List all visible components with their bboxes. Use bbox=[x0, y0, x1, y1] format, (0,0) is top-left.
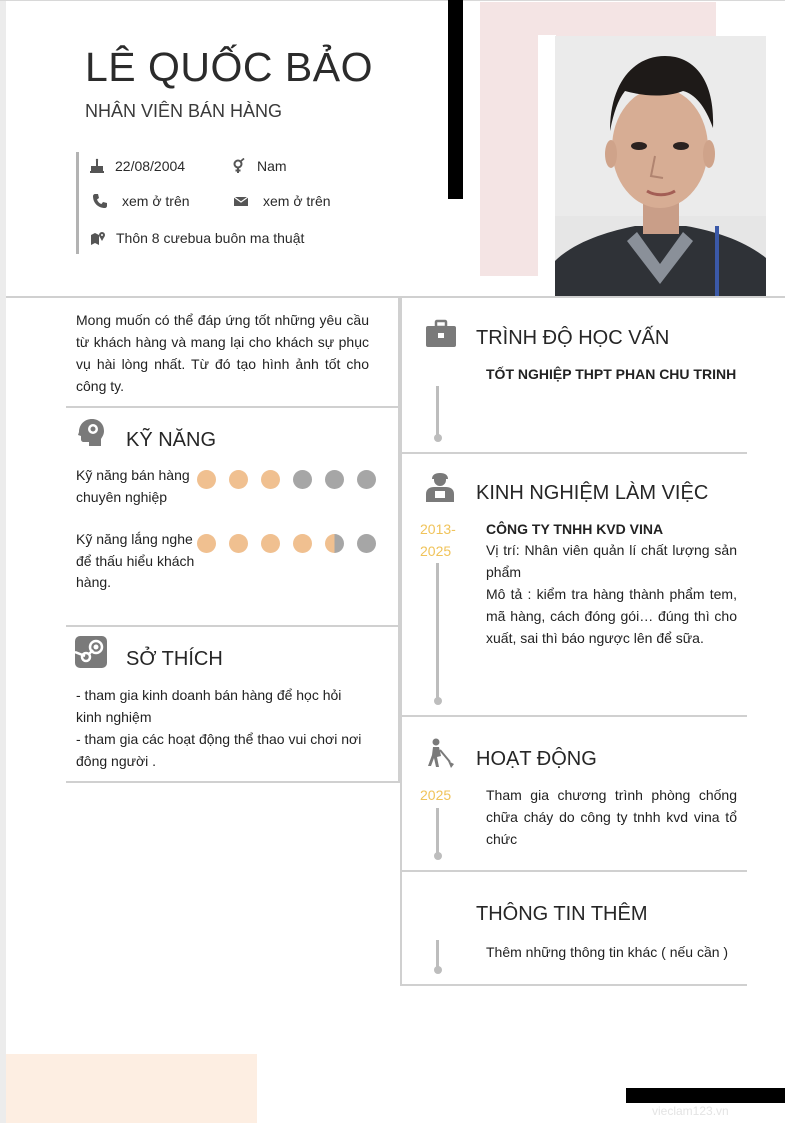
activities-divider bbox=[400, 870, 747, 872]
hobbies-list bbox=[76, 684, 369, 772]
address-text: Thôn 8 cưebua buôn ma thuật bbox=[116, 230, 305, 246]
contact-info bbox=[76, 152, 396, 254]
decorative-bar-bottom bbox=[626, 1088, 785, 1103]
activities-description: Tham gia chương trình phòng chống chữa cháy do công ty tnhh kvd vina tổ chức bbox=[486, 787, 737, 847]
digging-worker-icon bbox=[424, 737, 456, 769]
rating-dot bbox=[229, 534, 248, 553]
map-marker-icon bbox=[90, 230, 106, 246]
phone-icon bbox=[92, 193, 108, 209]
education-title: TRÌNH ĐỘ HỌC VẤN bbox=[476, 327, 670, 349]
rating-dot bbox=[325, 534, 344, 553]
activities-title: HOẠT ĐỘNG bbox=[476, 748, 597, 770]
additional-title: THÔNG TIN THÊM bbox=[476, 903, 648, 925]
additional-divider bbox=[400, 984, 747, 986]
rating-dot bbox=[261, 534, 280, 553]
birthday-text: 22/08/2004 bbox=[115, 158, 186, 174]
hobby-item: - tham gia các hoạt động thể thao vui chơi nơi đông người . bbox=[76, 731, 362, 769]
experience-position: Vị trí: Nhân viên quản lí chất lượng sản phẩm bbox=[486, 542, 737, 580]
page-edge-top bbox=[0, 0, 785, 1]
gender-item bbox=[231, 158, 287, 174]
envelope-icon bbox=[233, 193, 249, 209]
timeline-dot bbox=[434, 852, 442, 860]
experience-divider bbox=[400, 715, 747, 717]
phone-text[interactable]: xem ở trên bbox=[122, 193, 190, 209]
skills-title: KỸ NĂNG bbox=[126, 429, 217, 451]
email-item bbox=[233, 193, 331, 209]
address-item bbox=[90, 230, 304, 246]
birthday-item bbox=[89, 158, 185, 174]
additional-text: Thêm những thông tin khác ( nếu cần ) bbox=[486, 944, 729, 960]
head-gear-icon bbox=[75, 416, 107, 448]
rating-dot bbox=[197, 534, 216, 553]
hobby-item: - tham gia kinh doanh bán hàng để học hỏi kinh nghiệm bbox=[76, 687, 342, 725]
candidate-name: LÊ QUỐC BẢO bbox=[85, 44, 374, 90]
timeline-dot bbox=[434, 966, 442, 974]
experience-year-start: 2013- bbox=[420, 521, 456, 537]
experience-company: CÔNG TY TNHH KVD VINA bbox=[486, 521, 664, 537]
skill-name-2: Kỹ năng lắng nghe để thấu hiểu khách hàng. bbox=[76, 531, 195, 590]
timeline-line bbox=[436, 563, 439, 701]
photo-gap bbox=[538, 35, 556, 297]
rating-dot bbox=[197, 470, 216, 489]
page-edge bbox=[0, 0, 6, 1123]
steam-icon bbox=[75, 636, 106, 667]
education-divider bbox=[400, 452, 747, 454]
experience-title: KINH NGHIỆM LÀM VIỆC bbox=[476, 482, 709, 504]
skill-name-1: Kỹ năng bán hàng chuyên nghiệp bbox=[76, 467, 190, 505]
worker-icon bbox=[424, 472, 456, 504]
timeline-dot bbox=[434, 434, 442, 442]
objective-divider bbox=[66, 406, 400, 408]
gender-icon bbox=[231, 158, 247, 174]
experience-description: Mô tả : kiểm tra hàng thành phẩm tem, mã hàng, cách đóng gói… đúng thì cho xuất, sai thì báo ngược lên để sữa. bbox=[486, 586, 737, 646]
education-school: TỐT NGHIỆP THPT PHAN CHU TRINH bbox=[486, 366, 737, 382]
gender-text: Nam bbox=[257, 158, 287, 174]
decorative-bar bbox=[448, 0, 463, 199]
hobbies-divider bbox=[66, 781, 400, 783]
cake-icon bbox=[89, 158, 105, 174]
rating-dot bbox=[229, 470, 248, 489]
activities-year: 2025 bbox=[420, 787, 452, 803]
email-text[interactable]: xem ở trên bbox=[263, 193, 331, 209]
watermark: vieclam123.vn bbox=[652, 1104, 729, 1118]
skill-rating-2 bbox=[197, 534, 389, 553]
job-title: NHÂN VIÊN BÁN HÀNG bbox=[85, 101, 283, 121]
profile-photo-image bbox=[555, 36, 766, 296]
timeline-dot bbox=[434, 697, 442, 705]
hobbies-title: SỞ THÍCH bbox=[126, 648, 223, 670]
profile-photo bbox=[555, 36, 766, 296]
rating-dot bbox=[357, 470, 376, 489]
rating-dot bbox=[293, 470, 312, 489]
decorative-peach-block bbox=[6, 1054, 257, 1123]
rating-dot bbox=[293, 534, 312, 553]
right-column-border bbox=[400, 296, 402, 986]
experience-year-end: 2025 bbox=[420, 543, 452, 559]
skill-rating-1 bbox=[197, 470, 389, 489]
rating-dot bbox=[357, 534, 376, 553]
phone-item bbox=[92, 193, 190, 209]
skills-divider bbox=[66, 625, 400, 627]
rating-dot bbox=[325, 470, 344, 489]
timeline-line bbox=[436, 808, 439, 856]
timeline-line bbox=[436, 386, 439, 438]
career-objective: Mong muốn có thể đáp ứng tốt những yêu cầu từ khách hàng và mang lại cho khách sự phục vụ hài lòng nhất. Từ đó tạo hình ảnh tốt cho công ty. bbox=[76, 312, 369, 394]
briefcase-icon bbox=[425, 318, 457, 350]
rating-dot bbox=[261, 470, 280, 489]
header-divider bbox=[6, 296, 785, 298]
